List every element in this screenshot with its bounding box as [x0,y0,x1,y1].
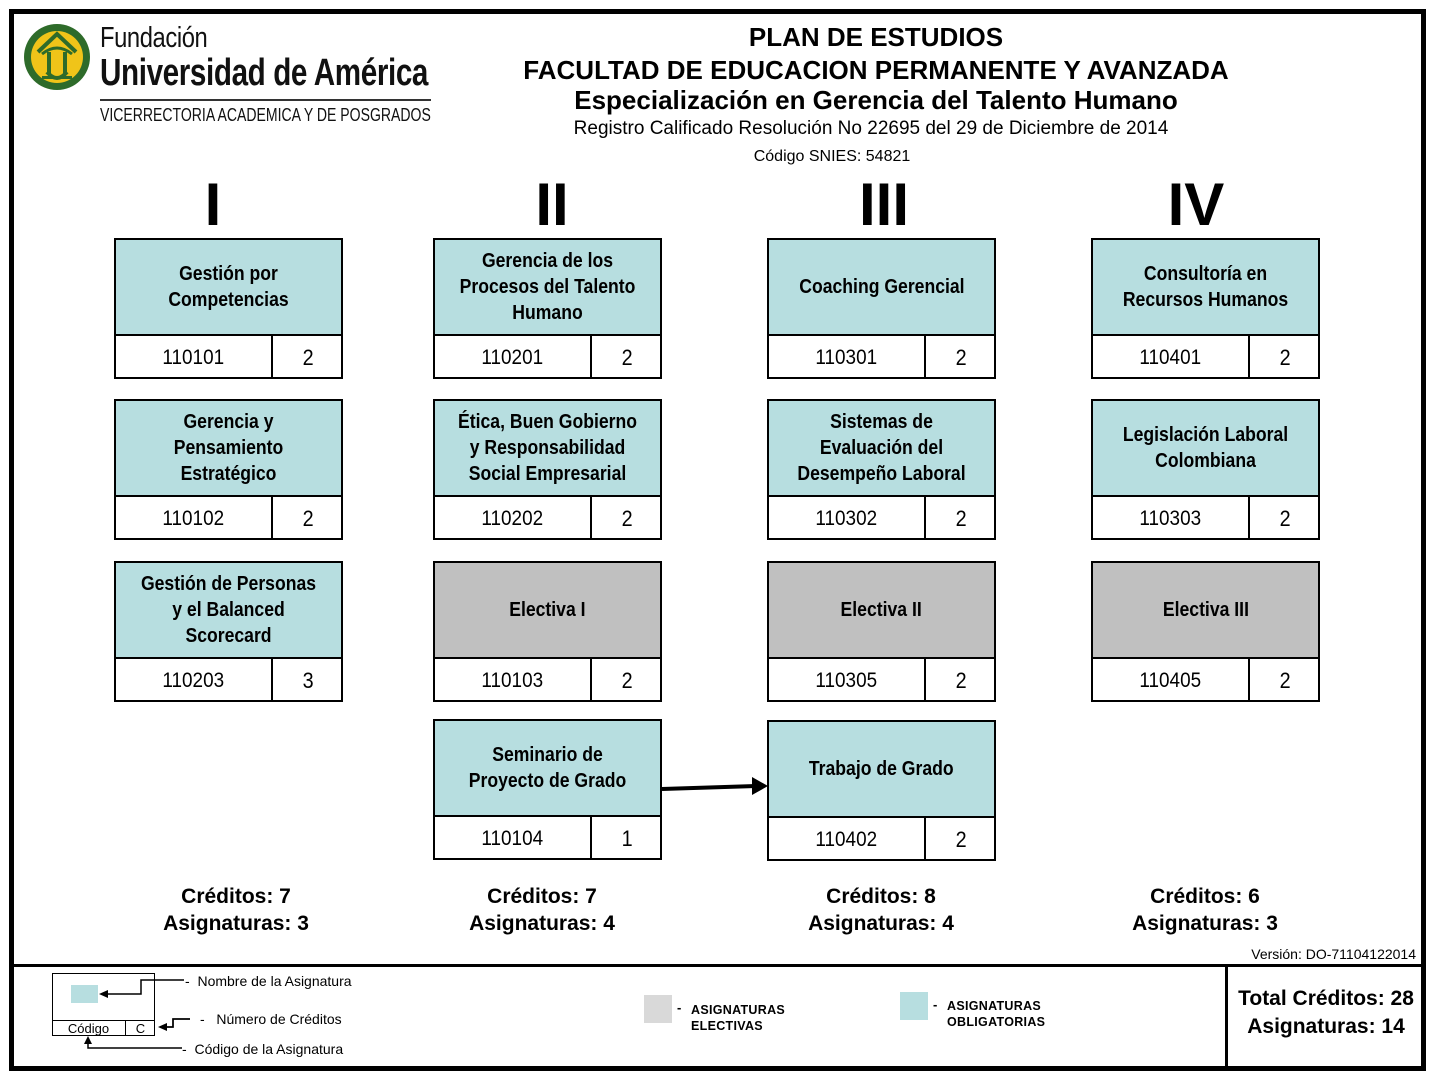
subject-code: 110102 [116,497,273,540]
subject-card [433,238,662,379]
prerequisite-arrow-icon [660,770,770,802]
legend-elective-dash: - [677,1000,682,1015]
semester-subjects: Asignaturas: 3 [1132,912,1278,935]
subject-credits: 2 [955,667,967,693]
subject-card [114,561,343,702]
subject-name: Gerencia y Pensamiento Estratégico [116,401,341,497]
total-credits: Total Créditos: 28 [1238,987,1414,1010]
semester-heading-2: II [535,171,569,238]
subject-credits: 2 [621,505,633,531]
total-subjects: Asignaturas: 14 [1247,1015,1405,1038]
legend-elective-label: ASIGNATURAS ELECTIVAS [691,1003,786,1033]
subject-code: 110302 [769,497,926,540]
subject-card-elective [433,561,662,702]
legend-mandatory-dash: - [933,997,938,1012]
legend-credits-label: - Número de Créditos [200,1011,342,1027]
legend-divider [14,964,1421,967]
legend-code-label: - Código de la Asignatura [182,1041,344,1057]
subject-card [767,720,996,861]
university-logo-icon [22,22,92,92]
snies-code: Código SNIES: 54821 [753,148,911,165]
total-summary [1230,985,1422,1041]
subject-name: Ética, Buen Gobierno y Responsabilidad Social Empresarial [435,401,660,497]
subject-credits: 1 [621,825,633,851]
subject-card [114,238,343,379]
semester-heading-4: IV [1167,171,1225,238]
subject-card [433,399,662,540]
legend-sample-credits: C [126,1020,155,1036]
subject-credits: 2 [302,344,314,370]
semester-summary-1 [106,883,366,937]
legend-sample-code: Código [52,1020,126,1036]
subject-name: Coaching Gerencial [769,240,994,336]
semester-subjects: Asignaturas: 4 [469,912,615,935]
subject-name: Gerencia de los Procesos del Talento Humano [435,240,660,336]
version-label: Versión: DO-71104122014 [1251,946,1416,962]
semester-summary-4 [1075,883,1335,937]
subject-credits: 2 [1279,505,1291,531]
legend-connector-icon [80,975,190,1057]
semester-heading-3: III [858,171,909,238]
subject-name: Electiva III [1093,563,1318,659]
legend-mandatory-swatch [900,992,928,1020]
subject-code: 110104 [435,817,592,860]
subject-card [114,399,343,540]
subject-card [433,719,662,860]
semester-credits: Créditos: 8 [826,885,936,908]
subject-code: 110202 [435,497,592,540]
subject-name: Gestión de Personas y el Balanced Scorecard [116,563,341,659]
logo-text-fundacion: Fundación [100,22,208,54]
subject-card-elective [767,561,996,702]
semester-subjects: Asignaturas: 3 [163,912,309,935]
subject-card [767,399,996,540]
legend-separator [1225,964,1228,1067]
semester-credits: Créditos: 7 [181,885,291,908]
subject-card [767,238,996,379]
subject-card [1091,399,1320,540]
subject-name: Legislación Laboral Colombiana [1093,401,1318,497]
subject-code: 110305 [769,659,926,702]
subject-name: Gestión por Competencias [116,240,341,336]
subject-name: Seminario de Proyecto de Grado [435,721,660,817]
subject-name: Electiva II [769,563,994,659]
subject-credits: 2 [1279,667,1291,693]
subject-credits: 2 [621,667,633,693]
semester-summary-3 [751,883,1011,937]
logo-text-vicerrectoria: VICERRECTORIA ACADEMICA Y DE POSGRADOS [100,105,431,125]
subject-code: 110101 [116,336,273,379]
program-title: Especialización en Gerencia del Talento Humano [574,85,1178,115]
subject-credits: 2 [1279,344,1291,370]
semester-subjects: Asignaturas: 4 [808,912,954,935]
subject-code: 110301 [769,336,926,379]
logo-divider [100,99,431,101]
subject-card [1091,238,1320,379]
subject-credits: 2 [955,344,967,370]
subject-code: 110201 [435,336,592,379]
subject-credits: 2 [302,505,314,531]
faculty-title: FACULTAD DE EDUCACION PERMANENTE Y AVANZADA [523,55,1229,85]
registration-text: Registro Calificado Resolución No 22695 del 29 de Diciembre de 2014 [573,118,1169,139]
subject-credits: 2 [621,344,633,370]
legend-mandatory-label: ASIGNATURAS OBLIGATORIAS [947,999,1046,1029]
subject-code: 110405 [1093,659,1250,702]
subject-code: 110203 [116,659,273,702]
page-title: PLAN DE ESTUDIOS [748,22,1004,52]
subject-code: 110303 [1093,497,1250,540]
semester-credits: Créditos: 6 [1150,885,1260,908]
semester-credits: Créditos: 7 [487,885,597,908]
semester-heading-1: I [204,171,222,238]
semester-summary-2 [412,883,672,937]
subject-name: Consultoría en Recursos Humanos [1093,240,1318,336]
subject-card-elective [1091,561,1320,702]
subject-credits: 2 [955,505,967,531]
legend-elective-swatch [644,995,672,1023]
subject-credits: 3 [302,667,314,693]
subject-name: Trabajo de Grado [769,722,994,818]
subject-credits: 2 [955,826,967,852]
subject-code: 110103 [435,659,592,702]
legend-name-label: - Nombre de la Asignatura [185,973,352,989]
subject-name: Sistemas de Evaluación del Desempeño Laboral [769,401,994,497]
subject-code: 110402 [769,818,926,861]
logo-text-university: Universidad de América [100,52,429,94]
subject-name: Electiva I [435,563,660,659]
subject-code: 110401 [1093,336,1250,379]
